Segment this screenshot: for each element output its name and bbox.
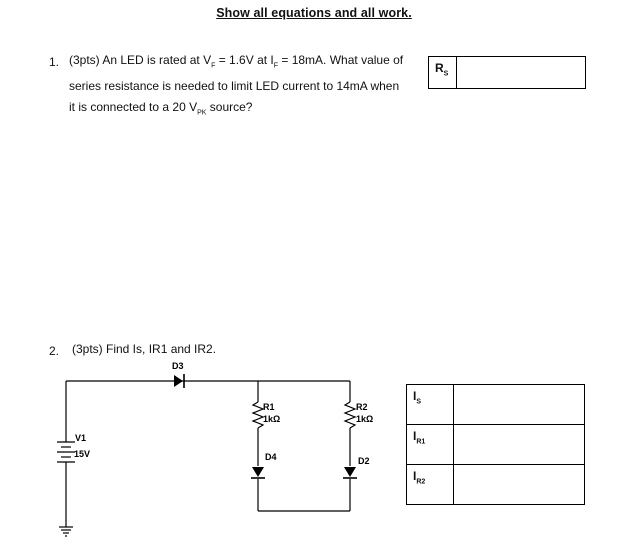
v1-label: V1 <box>75 433 87 443</box>
vpk-subscript: PK <box>197 109 207 117</box>
question-1-points: (3pts) <box>69 53 100 67</box>
d2-diode-symbol <box>343 467 357 478</box>
r1-resistor-symbol <box>253 402 263 428</box>
r1-label: R1 <box>263 402 275 412</box>
v1-value: 15V <box>74 449 91 459</box>
ir2-answer-label: $I_{R2}$ <box>407 465 454 505</box>
is-answer-label: $I_S$ <box>407 385 454 425</box>
d4-diode-symbol <box>251 467 265 478</box>
d3-label: D3 <box>172 361 184 371</box>
vf-subscript: F <box>211 62 216 70</box>
d3-diode-symbol <box>174 374 184 388</box>
d2-label: D2 <box>358 456 370 466</box>
r2-resistor-symbol <box>345 402 355 428</box>
battery-symbol <box>57 442 75 462</box>
r2-value: 1kΩ <box>356 414 374 424</box>
r2-label: R2 <box>356 402 368 412</box>
q1-text-a: An LED is rated at V <box>102 53 212 67</box>
rs-answer-label: $R_S$ <box>429 57 457 89</box>
q1-text-d: it is connected to a 20 V <box>69 100 198 115</box>
q1-text-c: = 18mA. What value of <box>278 53 404 67</box>
page-header: Show all equations and all work. <box>216 6 412 20</box>
question-2-number: 2. <box>49 344 60 358</box>
question-1-number: 1. <box>49 55 60 69</box>
d4-label: D4 <box>265 452 277 462</box>
question-2-text: (3pts) Find Is, IR1 and IR2. <box>72 342 217 356</box>
q1-text-e: source? <box>206 100 253 115</box>
ground-symbol <box>59 527 73 536</box>
ir1-answer-label: $I_{R1}$ <box>407 425 454 465</box>
if-subscript: F <box>273 62 279 70</box>
r1-value: 1kΩ <box>263 414 281 424</box>
question-1-line-2: series resistance is needed to limit LED current to 14mA when <box>69 79 400 94</box>
q1-text-b: = 1.6V at I <box>215 53 274 67</box>
